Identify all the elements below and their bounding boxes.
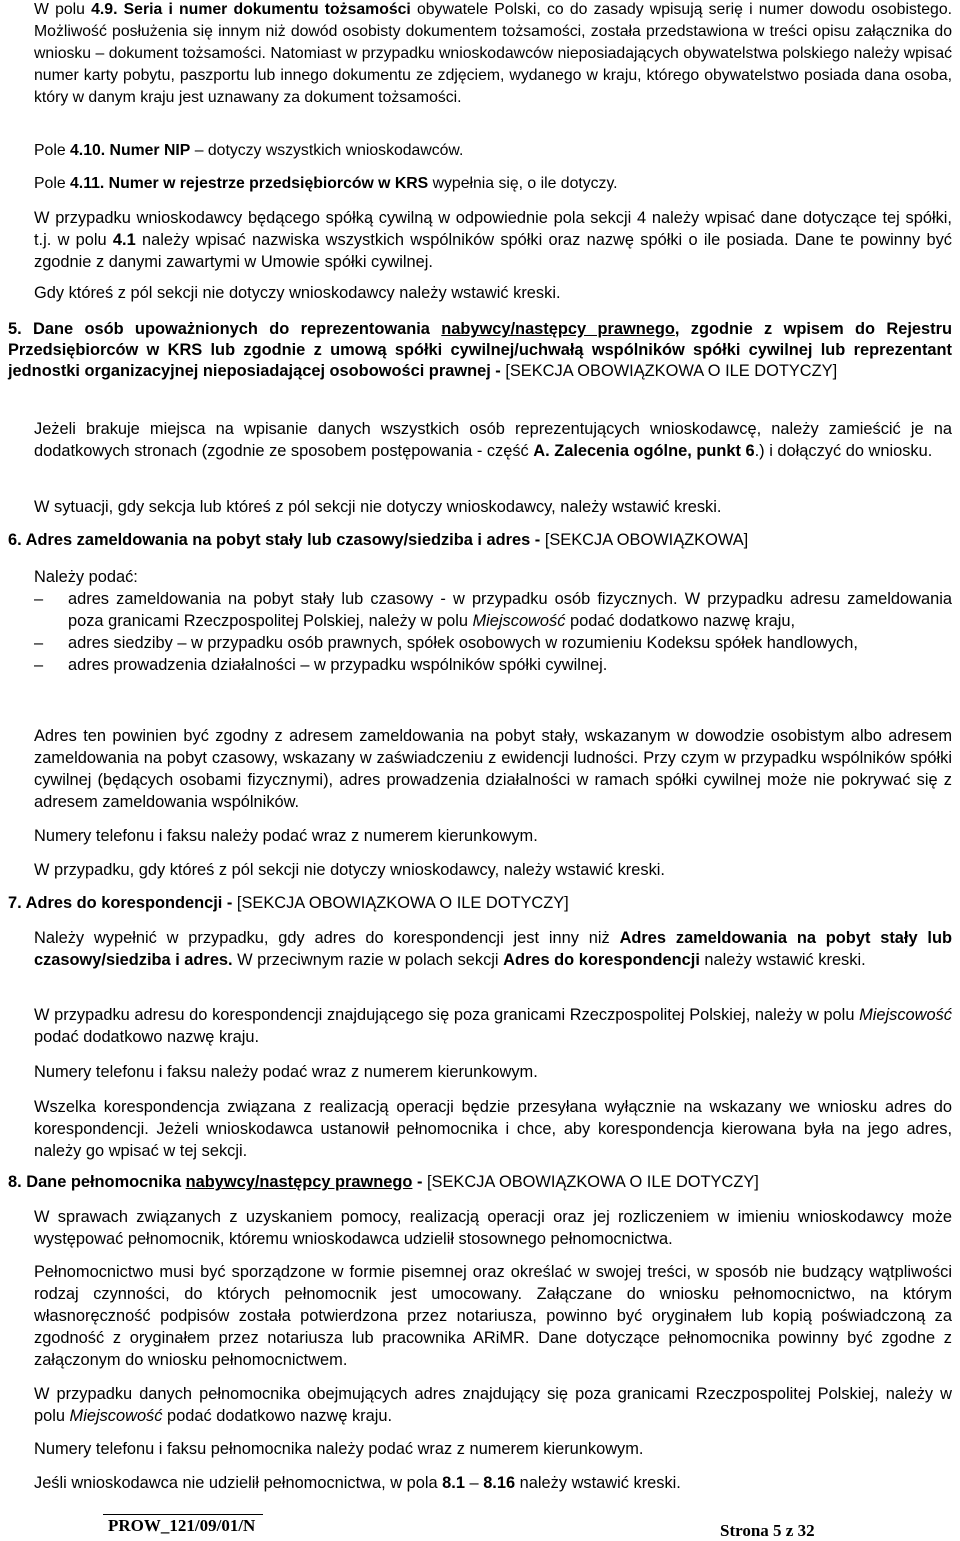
text-run: adres siedziby – w przypadku osób prawnych, spółek osobowych w rozumieniu Kodeksu spółek handlowych, (68, 634, 858, 652)
section-8-paragraph-3 (34, 1383, 952, 1427)
section-5-paragraph-2: W sytuacji, gdy sekcja lub któreś z pól sekcji nie dotyczy wnioskodawcy, należy wstawić kreski. (34, 498, 722, 516)
text-run: – dotyczy wszystkich wnioskodawców. (190, 142, 464, 159)
text-run: adres zameldowania na pobyt stały lub czasowy - w przypadku osób fizycznych. W przypadku adresu zameldowania poza granicami Rzeczpospolitej Polskiej, należy w polu (68, 590, 952, 630)
field-name: Miejscowość (69, 1407, 163, 1425)
section-7-paragraph-1 (34, 927, 952, 971)
section-6-heading (8, 530, 952, 551)
text-run: Jeżeli brakuje miejsca na wpisanie danych wszystkich osób reprezentujących wnioskodawcę, należy zamieścić je na dodatkowych stronach (zgodnie ze sposobem postępowania - część (34, 420, 952, 460)
text-run: W przypadku wnioskodawcy będącego spółką cywilną w odpowiednie pola sekcji 4 należy wpisać dane dotyczące tej spółki, t.j. w polu (34, 209, 952, 249)
section-8-paragraph-2: Pełnomocnictwo musi być sporządzone w formie pisemnej oraz określać w swojej treści, w sposób nie budzący wątpliwości rodzaj czynności, do których pełnomocnik jest umocowany. Załączane do wniosku pełnomocnictwo, na którym własnoręczność podpisów została potwierdzona przez notariusza, powinno być oryginałem lub kopią poświadczoną za zgodność z oryginałem przez notariusza lub pracownika ARiMR. Dane dotyczące pełnomocnika powinny być zgodne z załączonym do wniosku pełnomocnictwem. (34, 1263, 952, 1369)
text-run: W przeciwnym razie w polach sekcji (232, 951, 504, 969)
section-status: [SEKCJA OBOWIĄZKOWA O ILE DOTYCZY] (232, 894, 569, 912)
section-6-list (34, 588, 952, 676)
field-name: 4.10. Numer NIP (70, 142, 191, 159)
list-item (34, 654, 952, 676)
list-item (34, 632, 952, 654)
field-ref: 4.1 (112, 231, 136, 249)
section-number: 8. (8, 1173, 22, 1191)
section-8-paragraph-1: W sprawach związanych z uzyskaniem pomocy, realizacją operacji oraz jej rozliczeniem w imieniu wnioskodawcy może występować pełnomocnik, któremu wnioskodawca udzielił stosownego pełnomocnictwa. (34, 1208, 952, 1248)
text-run: Należy wypełnić w przypadku, gdy adres do korespondencji jest inny niż (34, 929, 620, 947)
text-run: podać dodatkowo nazwę kraju, (565, 612, 796, 630)
section-8-heading (8, 1172, 952, 1193)
text-run: adres prowadzenia działalności – w przypadku wspólników spółki cywilnej. (68, 656, 608, 674)
dash-bullet: – (34, 656, 44, 674)
list-item (34, 588, 952, 632)
heading-text: , zgodnie z wpisem do Rejestru Przedsiębiorców w KRS lub zgodnie z umową spółki cywilnej/uchwałą wspólników spółki cywilnej lub reprezentant jednostki organizacyjnej nieposiadającej osobowości prawnej - (8, 320, 952, 380)
footer-document-code: PROW_121/09/01/N (108, 1516, 256, 1535)
section-number: 7. (8, 894, 22, 912)
field-name: 4.9. Seria i numer dokumentu tożsamości (91, 1, 411, 18)
text-run: Pole (34, 142, 71, 159)
text-run: należy wstawić kreski. (515, 1474, 681, 1492)
text-run: wypełnia się, o ile dotyczy. (428, 175, 618, 192)
paragraph-field-4-9 (34, 0, 952, 109)
section-6-intro: Należy podać: (34, 568, 138, 586)
text-run: – (464, 1474, 484, 1492)
section-number: 6. (8, 531, 22, 549)
heading-text: Dane pełnomocnika (21, 1173, 186, 1191)
section-7-paragraph-4: Wszelka korespondencja związana z realizacją operacji będzie przesyłana wyłącznie na wskazany we wniosku adres do korespondencji. Jeżeli wnioskodawca ustanowił pełnomocnika i chce, aby korespondencja kierowana była na jego adres, należy go wpisać w tej sekcji. (34, 1098, 952, 1160)
footer-rule (103, 1514, 263, 1515)
paragraph-spolka-cywilna (34, 207, 952, 273)
text-run: podać dodatkowo nazwę kraju. (34, 1028, 260, 1046)
field-ref: 8.16 (483, 1474, 516, 1492)
heading-text: Adres zameldowania na pobyt stały lub czasowy/siedziba i adres - (21, 531, 541, 549)
section-8-paragraph-5 (34, 1472, 952, 1494)
section-ref: Adres do korespondencji (503, 951, 700, 969)
section-6-paragraph-2: Numery telefonu i faksu należy podać wraz z numerem kierunkowym. (34, 827, 538, 845)
field-ref: 8.1 (442, 1474, 465, 1492)
heading-text: - (412, 1173, 423, 1191)
section-7-heading (8, 893, 952, 914)
dash-bullet: – (34, 590, 44, 608)
section-7-paragraph-2 (34, 1004, 952, 1048)
text-run: W polu (34, 1, 92, 18)
section-5-paragraph-1 (34, 418, 952, 462)
section-5-heading (8, 319, 952, 382)
reference: A. Zalecenia ogólne, punkt 6 (533, 442, 755, 460)
section-ref: Adres zameldowania na pobyt stały lub czasowy/siedziba i adres. (34, 929, 952, 969)
footer-page-number: Strona 5 z 32 (720, 1521, 815, 1540)
heading-underlined: nabywcy/następcy prawnego (441, 320, 675, 338)
section-6-paragraph-1: Adres ten powinien być zgodny z adresem zameldowania na pobyt stały, wskazanym w dowodzie osobistym albo adresem zameldowania na pobyt czasowy, wskazany w zaświadczeniu z ewidencji ludności. Przy czym w przypadku wspólników spółki cywilnej (będących osobami fizycznymi), adres prowadzenia działalności w ramach spółki cywilnej może nie pokrywać się z adresem zameldowania wspólników. (34, 727, 952, 811)
text-run: .) i dołączyć do wniosku. (754, 442, 933, 460)
text-run: należy wpisać nazwiska wszystkich wspólników spółki oraz nazwę spółki o ile posiada. Dane te powinny być zgodnie z danymi zawartymi w Umowie spółki cywilnej. (34, 231, 952, 271)
section-8-paragraph-4: Numery telefonu i faksu pełnomocnika należy podać wraz z numerem kierunkowym. (34, 1440, 644, 1458)
dash-bullet: – (34, 634, 44, 652)
heading-text: Adres do korespondencji - (21, 894, 233, 912)
text-run: należy wstawić kreski. (699, 951, 866, 969)
heading-underlined: nabywcy/następcy prawnego (185, 1173, 413, 1191)
field-name: Miejscowość (859, 1006, 952, 1024)
text-run: W przypadku danych pełnomocnika obejmujących adres znajdujący się poza granicami Rzeczpospolitej Polskiej, należy w polu (34, 1385, 952, 1425)
text-run: Pole (34, 175, 71, 192)
paragraph-kreski: Gdy któreś z pól sekcji nie dotyczy wnioskodawcy należy wstawić kreski. (34, 284, 561, 302)
section-status: [SEKCJA OBOWIĄZKOWA] (540, 531, 749, 549)
text-run: podać dodatkowo nazwę kraju. (162, 1407, 393, 1425)
paragraph-field-4-11 (34, 173, 952, 195)
section-status: [SEKCJA OBOWIĄZKOWA O ILE DOTYCZY] (422, 1173, 759, 1191)
text-run: obywatele Polski, co do zasady wpisują serię i numer dowodu osobistego. Możliwość posłużenia się innym niż dowód osobisty dokumentem tożsamości, została przedstawiona w treści opisu załącznika do wniosku – dokument tożsamości. Natomiast w przypadku wnioskodawców nieposiadających obywatelstwa polskiego należy wpisać numer karty pobytu, paszportu lub innego dokumentu ze zdjęciem, wydanego w kraju, którego obywatelstwo posiada dana osoba, który w danym kraju jest uznawany za dokument tożsamości. (34, 1, 952, 106)
heading-text: Dane osób upoważnionych do reprezentowania (21, 320, 442, 338)
section-6-paragraph-3: W przypadku, gdy któreś z pól sekcji nie dotyczy wnioskodawcy, należy wstawić kreski. (34, 861, 665, 879)
field-name: 4.11. Numer w rejestrze przedsiębiorców w KRS (70, 175, 429, 192)
section-status: [SEKCJA OBOWIĄZKOWA O ILE DOTYCZY] (500, 362, 838, 380)
text-run: W przypadku adresu do korespondencji znajdującego się poza granicami Rzeczpospolitej Polskiej, należy w polu (34, 1006, 860, 1024)
section-7-paragraph-3: Numery telefonu i faksu należy podać wraz z numerem kierunkowym. (34, 1063, 538, 1081)
paragraph-field-4-10 (34, 140, 952, 162)
field-name: Miejscowość (472, 612, 566, 630)
section-number: 5. (8, 320, 22, 338)
text-run: Jeśli wnioskodawca nie udzielił pełnomocnictwa, w pola (34, 1474, 443, 1492)
